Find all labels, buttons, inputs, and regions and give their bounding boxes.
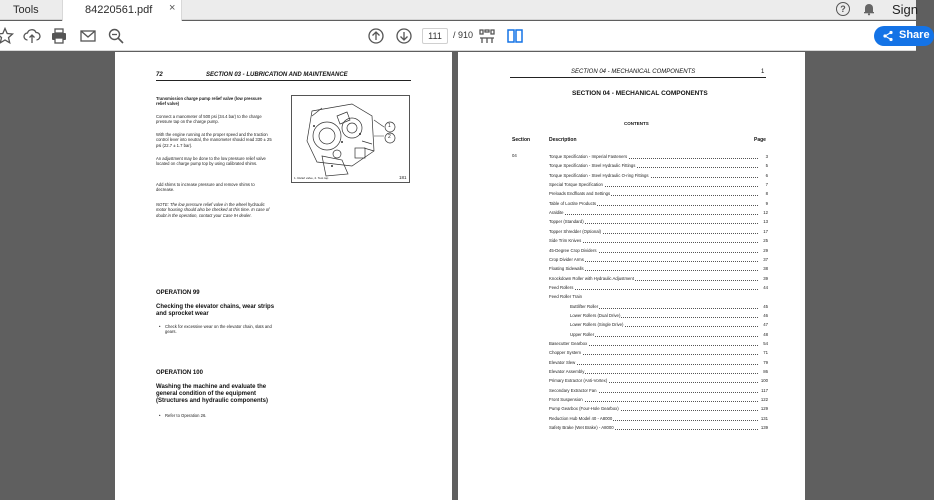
paragraph: An adjustment may be done to the low pressure relief valve located on charge pump top by using calibrated shims. [156,156,266,167]
toc-entry-page: 3 [765,154,768,159]
section-heading: Transmission charge pump relief valve (low pressure relief valve) [156,96,262,107]
header-rule [510,77,766,78]
toc-entry-page: 7 [765,182,768,188]
toc-entry[interactable] [549,349,768,357]
toc-entry-title: Elevator Assembly [549,369,585,375]
share-label: Share [899,29,930,41]
toc-entry-title: Torque Specification - Steel Hydraulic O-ring Fittings [549,172,649,178]
toc-entry[interactable] [549,405,768,413]
section-number: 04 [512,153,517,158]
document-tab[interactable] [62,0,182,21]
paragraph: Add shims to increase pressure and remove shims to decrease. [156,182,255,193]
toc-entry-page: 46 [763,312,768,318]
toc-entry-title: Knockdown Roller with Hydraulic Adjustment [549,275,635,281]
toc-entry-title: Feed Rollers [549,284,574,290]
bullet-item [159,324,275,335]
toc-entry-page: 17 [763,228,768,234]
toc-leader-dots [570,336,758,337]
toc-entry[interactable] [549,209,768,217]
paragraph: With the engine running at the proper speed and the traction control lever into neutral, the manometer should read 330 ± 25 psi (22.7 ± 1.7 bar). [156,132,272,148]
toc-entry[interactable] [549,228,768,236]
toc-entry-page: 54 [763,341,768,346]
toc-entry[interactable] [549,247,768,255]
note-paragraph: NOTE: The low pressure relief valve in the wheel hydraulic motor housing should also be checked at this time. In case of doubt in the operation, contact your Case IH dealer. [156,202,270,218]
toc-entry-page: 39 [763,275,768,281]
document-tab-label: 84220561.pdf [85,4,153,16]
tools-icon[interactable] [478,27,496,45]
toc-entry-title: Table of Loctite Products [549,200,597,206]
figure-callout: 1 [388,123,391,129]
toc-entry-title: Preloads Endfloats and Settings [549,191,611,197]
toc-entry-title: Topper Shredder (Optional) [549,228,602,234]
toc-entry-page: 47 [763,322,768,328]
page-up-icon[interactable] [367,27,385,45]
toc-entry[interactable] [549,275,768,283]
right-page-number: 1 [761,69,765,75]
toc-entry-page: 6 [765,172,768,178]
toc-entry-title: Topper (Standard) [549,219,584,225]
toc-entry-page: 139 [760,425,768,431]
figure-number: 181 [399,175,407,180]
two-page-icon[interactable] [506,27,524,45]
pdf-page-left [115,52,452,500]
column-header-page: Page [754,137,766,143]
column-header-description: Description [549,137,577,143]
toc-entry[interactable] [549,368,768,376]
pump-illustration [292,96,411,184]
toc-leader-dots [549,289,758,290]
toc-entry-page: 71 [763,350,768,356]
toc-entry[interactable] [570,303,768,311]
page-total-label: / 910 [453,30,474,40]
toc-entry[interactable] [549,200,768,208]
toc-entry-page: 13 [763,219,768,225]
toc-entry-page: 38 [763,266,768,272]
bullet-text: Refer to Operation 26. [165,413,207,418]
figure-callout: 2 [388,134,391,140]
toc-entry[interactable] [570,312,768,320]
toc-entry-page: 29 [763,247,768,253]
toc-entry-title: Araldite [549,210,564,216]
toc-entry-page: 12 [763,210,768,216]
toc-entry[interactable] [549,237,768,245]
toc-entry-title: Feed Roller Train [549,294,582,300]
toc-entry[interactable] [549,424,768,432]
toc-entry-page: 86 [763,369,768,375]
toc-entry-page: 131 [760,415,768,421]
toc-entry-title: Pump Gearbox (Four-Hole Gearbox) [549,406,619,412]
operation-title: OPERATION 99 [156,290,200,296]
left-page-header: SECTION 03 - LUBRICATION AND MAINTENANCE [206,72,348,78]
toc-entry[interactable] [549,284,768,292]
toc-entry-title: 45-Degree Crop Dividers [549,247,597,253]
bullet-item [159,413,275,418]
help-icon[interactable]: ? [836,2,850,16]
operation-subtitle: Washing the machine and evaluate the general condition of the equipment (Structures and hydraulic components) [156,384,269,404]
pdf-page-right [458,52,805,500]
mail-icon[interactable] [79,27,97,45]
toc-entry-title: Reduction Hub Model 40 - A8000 [549,415,613,421]
toc-entry[interactable] [549,265,768,273]
figure-frame [291,95,410,183]
toolbar [0,21,930,51]
toc-entry-title: Front Suspension [549,397,583,403]
toc-entry[interactable] [549,153,768,161]
toc-entry[interactable] [549,162,768,170]
close-tab-icon[interactable]: × [169,2,176,14]
toc-entry-title: Lower Rollers (Single Drive) [570,322,624,328]
toc-entry[interactable] [549,387,768,395]
toc-entry-page: 45 [763,303,768,309]
toc-entry[interactable] [549,218,768,226]
page-down-icon[interactable] [395,27,413,45]
toc-entry[interactable] [549,340,768,348]
toc-entry[interactable] [549,396,768,404]
share-button[interactable] [874,26,934,46]
paragraph: Connect a manometer of 500 psi (34.4 bar) to the charge pressure tap on the charge pump. [156,114,262,125]
toc-entry-page: 79 [763,359,768,365]
contents-label: CONTENTS [624,121,649,126]
toc-entry-page: 8 [765,191,768,197]
toc-entry[interactable] [549,256,768,264]
toc-entry-title: Floating Sidewalls [549,266,584,272]
toc-entry-title: Side Trim Knives [549,238,582,244]
toc-entry-page: 48 [763,331,768,337]
toc-entry-title: Torque Specification - Imperial Fasteners [549,154,628,159]
bullet-text: Check for excessive wear on the elevator chain, slats and gears. [165,324,272,335]
toc-entry-title: Lower Rollers (Dual Drive) [570,312,621,318]
toc-entry-title: Basecutter Gearbox [549,341,588,346]
toc-entry[interactable] [549,293,768,301]
share-icon [882,30,894,42]
toc-entry-title: Safety Brake (Wet Brake) - A8000 [549,425,614,431]
toc-entry[interactable] [549,190,768,198]
toc-entry-title: Chopper System [549,350,582,356]
operation-subtitle: Checking the elevator chains, wear strips and sprocket wear [156,304,275,317]
toc-entry-page: 100 [760,378,768,384]
toc-entry-title: Crop Divider Arms [549,256,584,262]
header-rule [156,80,411,81]
bullet-dot: • [159,324,161,329]
toc-entry-title: Special Torque Specification [549,182,603,188]
operation-title: OPERATION 100 [156,370,203,376]
toc-entry-title: Upper Roller [570,331,595,337]
toc-entry-title: Secondary Extractor Fan [549,387,597,393]
column-header-section: Section [512,137,531,143]
toc-entry-page: 37 [763,256,768,262]
bullet-dot: • [159,413,161,418]
toc-entry-title: Primary Extractor (Anti-Vortex) [549,378,608,384]
toc-entry-page: 117 [761,387,768,393]
tab-bar [0,0,919,20]
left-page-number: 72 [156,72,163,78]
toc-entry[interactable] [549,172,768,180]
toc-entry-title: Torque Specification - Steel Hydraulic Fittings [549,163,636,169]
toc-entry[interactable] [570,331,768,339]
toc-leader-dots [549,214,758,215]
sign-in-link[interactable]: Sign [892,2,919,17]
toc-entry[interactable] [549,415,768,423]
toc-leader-dots [549,364,758,365]
print-icon[interactable] [50,27,68,45]
section-title: SECTION 04 - MECHANICAL COMPONENTS [572,90,708,97]
toc-entry-page: 44 [763,284,768,290]
upload-icon[interactable] [23,27,41,45]
toc-entry-page: 9 [765,200,768,206]
toc-entry[interactable] [549,181,768,189]
toc-entry[interactable] [549,377,768,385]
toc-entry-page: 129 [760,406,768,412]
zoom-icon[interactable] [107,27,125,45]
toc-entry-title: Buttlifter Roller [570,303,599,309]
toc-entry-page: 25 [763,238,768,244]
bell-icon[interactable] [862,2,876,16]
document-viewer[interactable] [0,52,916,500]
page-number-input[interactable]: 111 [422,28,448,44]
toc-entry[interactable] [570,321,768,329]
toc-entry-title: Elevator Slew [549,359,576,365]
right-page-header: SECTION 04 - MECHANICAL COMPONENTS [571,69,696,75]
toc-entry-page: 5 [765,163,768,169]
tools-tab[interactable]: Tools [13,4,39,16]
toc-entry[interactable] [549,359,768,367]
toc-entry-page: 122 [760,397,768,403]
figure-caption: 1. Relief valve, 2. Test tap [294,176,329,180]
star-icon[interactable] [0,27,14,45]
